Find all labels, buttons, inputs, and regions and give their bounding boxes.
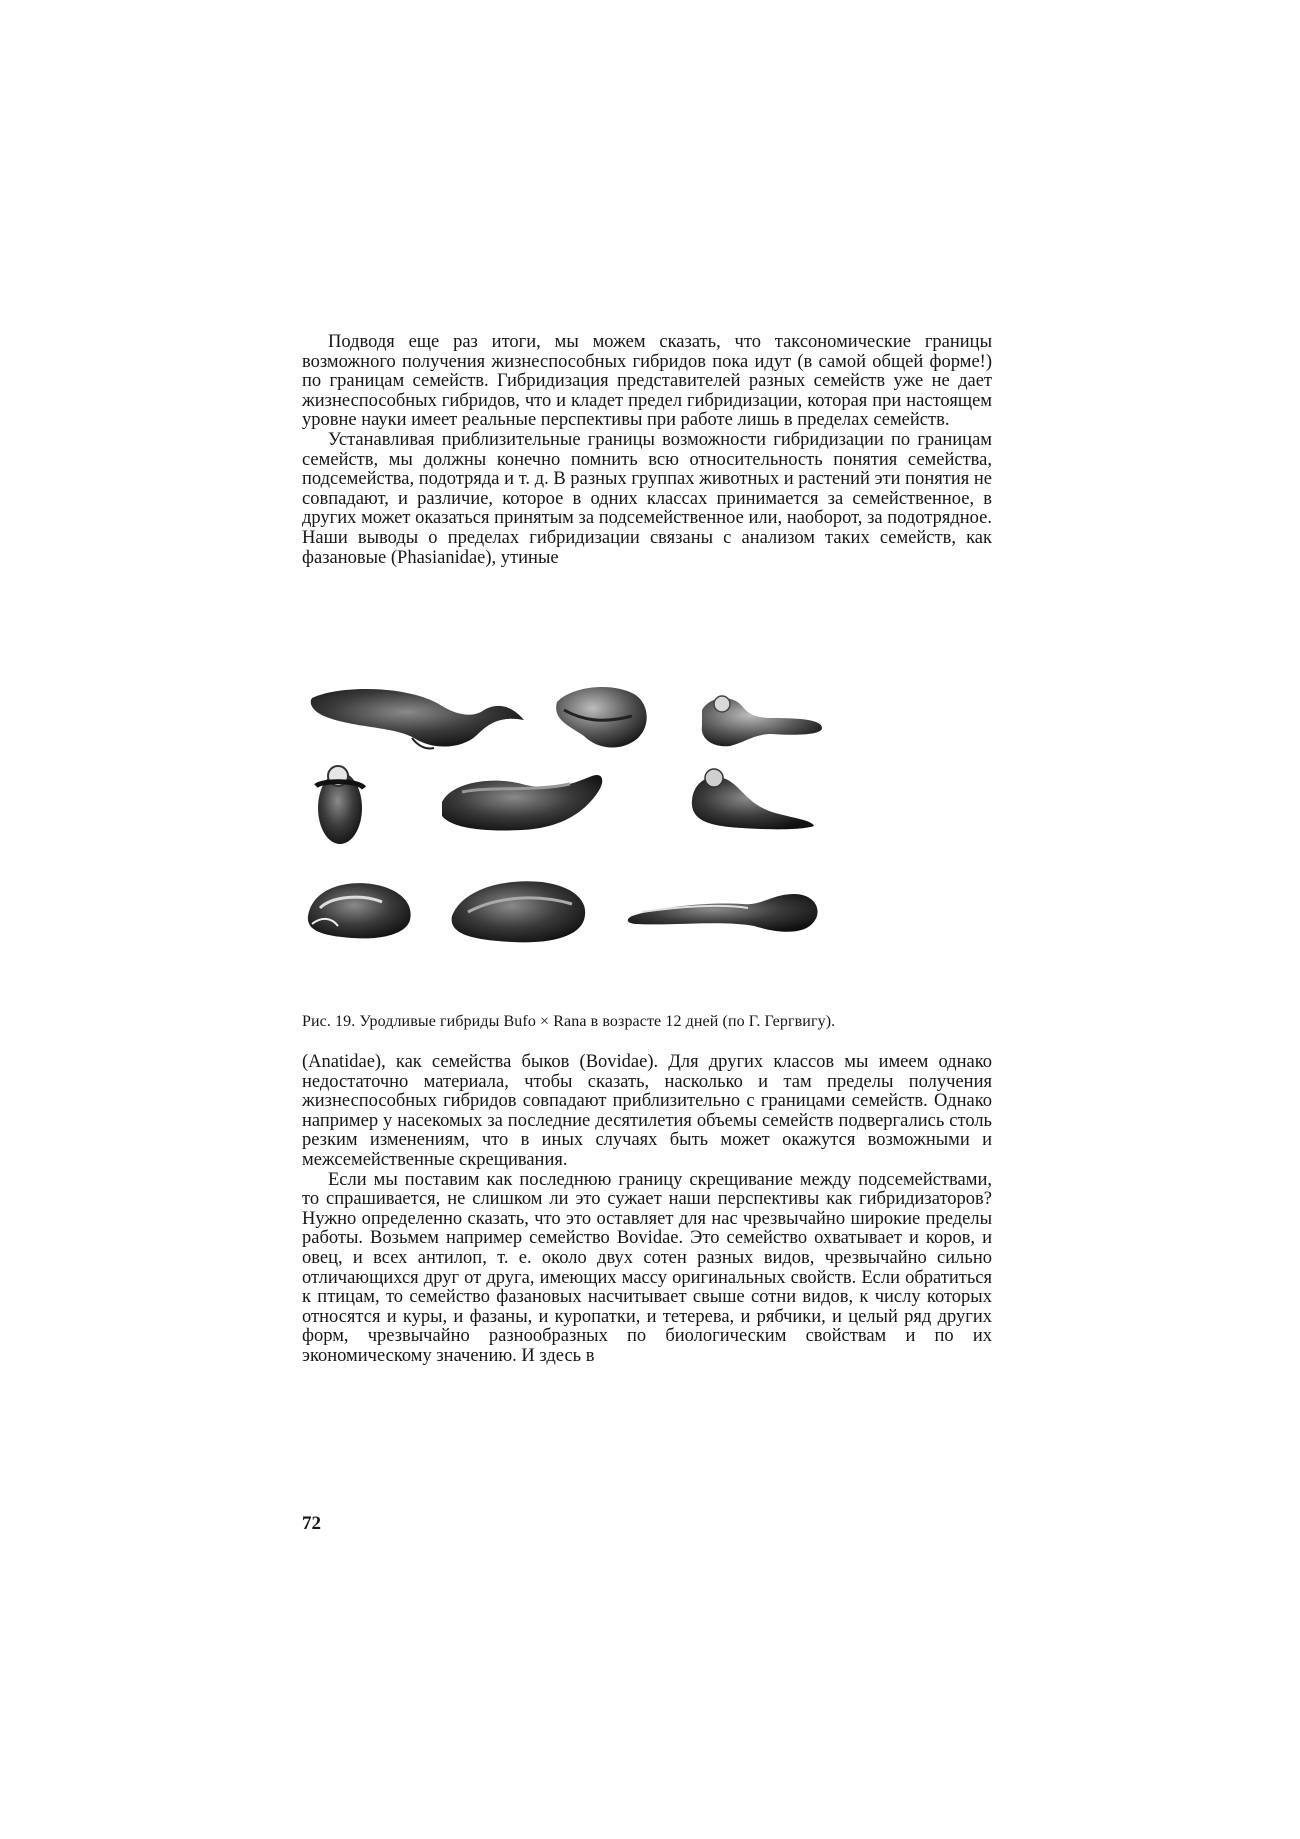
paragraph: Подводя еще раз итоги, мы можем сказать, что таксономические границы возможного получения жизнеспособных гибридов пока идут (в самой общей форме!) по границам семейств. Гибридизация представителей разных семейств уже не дает жизнеспособных гибридов, что и кладет предел гибридизации, которая при настоящем уровне науки имеет реальные перспективы при работе лишь в пределах семейств. bbox=[302, 332, 992, 431]
paragraph: Если мы поставим как последнюю границу скрещивание между подсемействами, то спрашивается, не слишком ли это сужает наши перспективы как гибридизаторов? Нужно определенно сказать, что это оставляет для нас чрезвычайно широкие пределы работы. Возьмем например семейство Bovidae. Это семейство охватывает и коров, и овец, и всех антилоп, т. е. около двух сотен разных видов, чрезвычайно сильно отличающихся друг от друга, имеющих массу оригинальных свойств. Если обратиться к птицам, то семейство фазановых насчитывает свыше сотни видов, к числу которых относятся и куры, и фазаны, и куропатки, и тетерева, и рябчики, и целый ряд других форм, чрезвычайно разнообразных по биологическим свойствам и по их экономическому значению. И здесь в bbox=[302, 1169, 992, 1366]
specimen-7 bbox=[308, 883, 411, 938]
figure-hybrid-specimens bbox=[302, 680, 992, 1002]
paragraph: (Anatidae), как семейства быков (Bovidae). Для других классов мы имеем однако недостаточно материала, чтобы сказать, насколько и там пределы получения жизнеспособных гибридов совпадают приблизительно с границами семейств. Однако например у насекомых за последние десятилетия объемы семейств подвергались столь резким изменениям, что в иных случаях быть может окажутся возможными и межсемейственные скрещивания. bbox=[302, 1052, 992, 1170]
text-block-bottom bbox=[302, 1053, 992, 1367]
specimen-photographs bbox=[302, 680, 992, 1002]
specimen-3 bbox=[702, 696, 822, 746]
specimen-8 bbox=[452, 881, 586, 942]
specimen-2 bbox=[556, 687, 647, 748]
paragraph: Устанавливая приблизительные границы возможности гибридизации по границам семейств, мы должны конечно помнить всю относительность понятия семейства, подсемейства, подотряда и т. д. В разных группах животных и растений эти понятия не совпадают, и различие, которое в одних классах принимается за семейственное, в других может оказаться принятым за подсемейственное или, наоборот, за подотрядное. Наши выводы о пределах гибридизации связаны с анализом таких семейств, как фазановые (Phasianidae), утиные bbox=[302, 429, 992, 568]
specimen-4 bbox=[316, 766, 364, 844]
specimen-9 bbox=[628, 894, 818, 932]
specimen-1 bbox=[311, 689, 524, 749]
page-number: 72 bbox=[302, 1513, 321, 1534]
specimen-6 bbox=[692, 769, 814, 829]
specimen-5 bbox=[442, 775, 602, 831]
figure-caption: Рис. 19. Уродливые гибриды Bufo × Rana в возрасте 12 дней (по Г. Гергвигу). bbox=[302, 1013, 836, 1030]
text-block-top bbox=[302, 333, 992, 568]
